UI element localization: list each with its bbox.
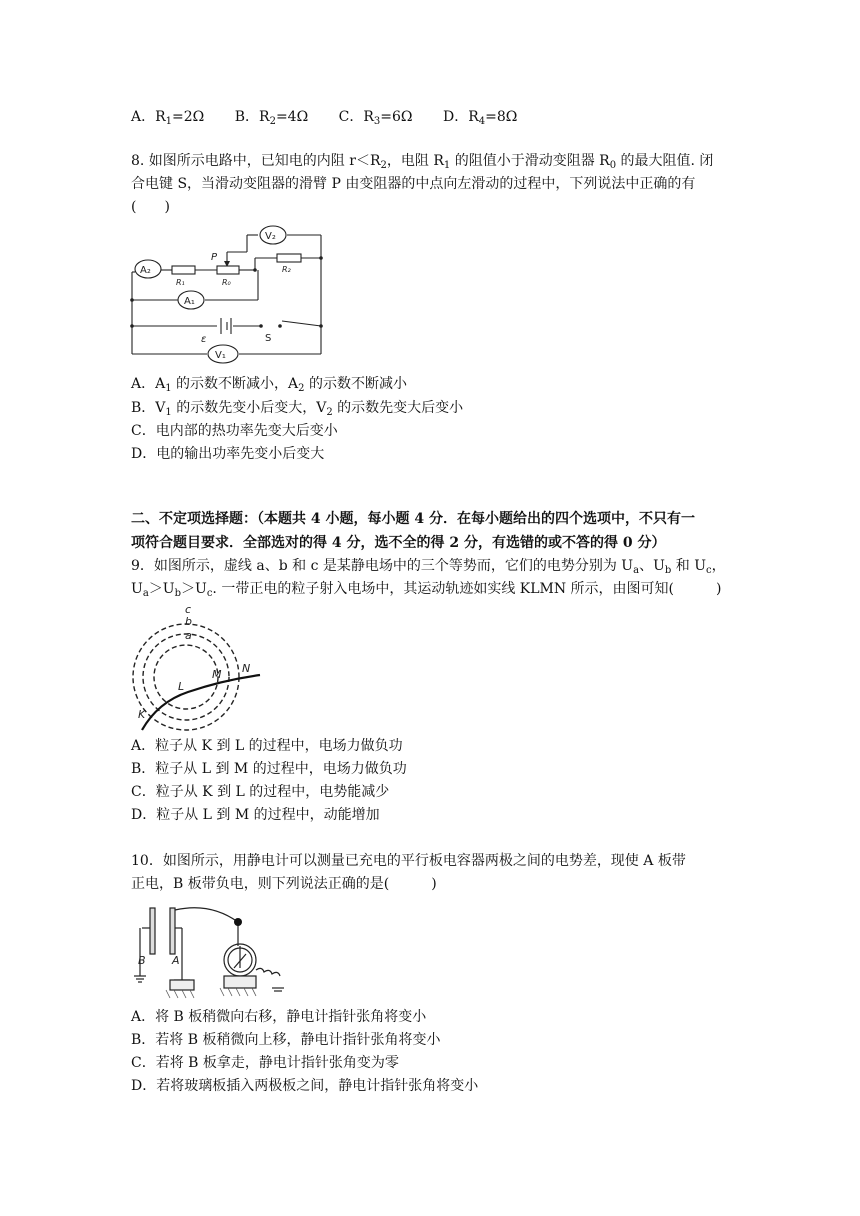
q8-label-emf: ε <box>201 334 207 345</box>
q8-label-v1: V₁ <box>215 350 226 361</box>
q10-stem-line-1: 10．如图所示，用静电计可以测量已充电的平行板电容器两极之间的电势差，现使 A 板带 <box>131 853 686 869</box>
q9-option-c: C．粒子从 K 到 L 的过程中，电势能减少 <box>131 784 390 800</box>
q8-option-d: D．电的输出功率先变小后变大 <box>131 446 325 462</box>
q10-option-d: D．若将玻璃板插入两极板之间，静电计指针张角将变小 <box>131 1078 479 1094</box>
q8-label-p: P <box>211 252 218 263</box>
q9-label-b: b <box>185 615 192 628</box>
q9-label-a: a <box>185 629 192 642</box>
q9-label-c: c <box>185 603 192 616</box>
q7-options <box>131 106 543 128</box>
q8-circuit-diagram <box>125 224 330 370</box>
q9-label-k: K <box>138 708 146 721</box>
q10-option-c: C．若将 B 板拿走，静电计指针张角变为零 <box>131 1055 399 1071</box>
q8-label-r0: R₀ <box>222 278 231 287</box>
q8-label-a1: A₁ <box>184 296 195 307</box>
q7-option-d: D．$R_4=8\Omega$ <box>443 109 518 127</box>
q8-option-b: B．$V_1$ 的示数先变小后变大，$V_2$ 的示数先变大后变小 <box>131 400 464 418</box>
q9-option-a: A．粒子从 K 到 L 的过程中，电场力做负功 <box>131 738 403 754</box>
section2-heading-line-2: 项符合题目要求．全部选对的得 4 分，选不全的得 2 分，有选错的或不答的得 0 分） <box>131 535 666 551</box>
q8-label-r2: R₂ <box>282 265 291 274</box>
q10-label-a: A <box>172 954 180 967</box>
q9-label-n: N <box>242 662 251 675</box>
q8-label-s: S <box>265 333 272 344</box>
q8-option-a: A．$A_1$ 的示数不断减小，$A_2$ 的示数不断减小 <box>131 376 407 394</box>
q7-option-b: B．$R_2=4\Omega$ <box>234 109 309 127</box>
q8-label-v2: V₂ <box>265 231 276 242</box>
q8-option-c: C．电内部的热功率先变大后变小 <box>131 423 338 439</box>
q7-option-c: C．$R_3=6\Omega$ <box>338 109 413 127</box>
q9-equipotential-diagram <box>128 602 268 732</box>
q10-option-a: A．将 B 板稍微向右移，静电计指针张角将变小 <box>131 1009 427 1025</box>
q10-stem-line-2: 正电，B 板带负电，则下列说法正确的是( ) <box>131 876 437 892</box>
q9-label-m: M <box>212 668 222 681</box>
q7-option-a: A．$R_1=2\Omega$ <box>131 109 205 127</box>
q8-label-r1: R₁ <box>176 278 185 287</box>
q10-label-b: B <box>138 954 146 967</box>
q10-option-b: B．若将 B 板稍微向上移，静电计指针张角将变小 <box>131 1032 441 1048</box>
q8-stem-line-3: ( ) <box>131 199 170 215</box>
section2-heading-line-1: 二、不定项选择题：（本题共 4 小题，每小题 4 分．在每小题给出的四个选项中，不只有一 <box>131 511 695 527</box>
q8-label-a2: A₂ <box>140 265 151 276</box>
q9-stem-line-2: $U_a>U_b>U_c$. 一带正电的粒子射入电场中，其运动轨迹如实线 KLMN 所示，由图可知( ) <box>131 581 722 599</box>
q8-stem-line-2: 合电键 S，当滑动变阻器的滑臂 P 由变阻器的中点向左滑动的过程中，下列说法中正确的有 <box>131 176 696 192</box>
q8-stem-line-1: 8. 如图所示电路中，已知电的内阻 $r<R_2$，电阻 $R_1$ 的阻值小于滑动变阻器 $R_0$ 的最大阻值. 闭 <box>131 153 714 171</box>
q9-stem-line-1: 9．如图所示，虚线 a、b 和 c 是某静电场中的三个等势而，它们的电势分别为 $U_a$、$U_b$ 和 $U_c$， <box>131 558 726 576</box>
q10-electrometer-diagram <box>130 898 290 1002</box>
q9-label-l: L <box>178 680 185 693</box>
q9-option-d: D．粒子从 L 到 M 的过程中，动能增加 <box>131 807 380 823</box>
q9-option-b: B．粒子从 L 到 M 的过程中，电场力做负功 <box>131 761 407 777</box>
